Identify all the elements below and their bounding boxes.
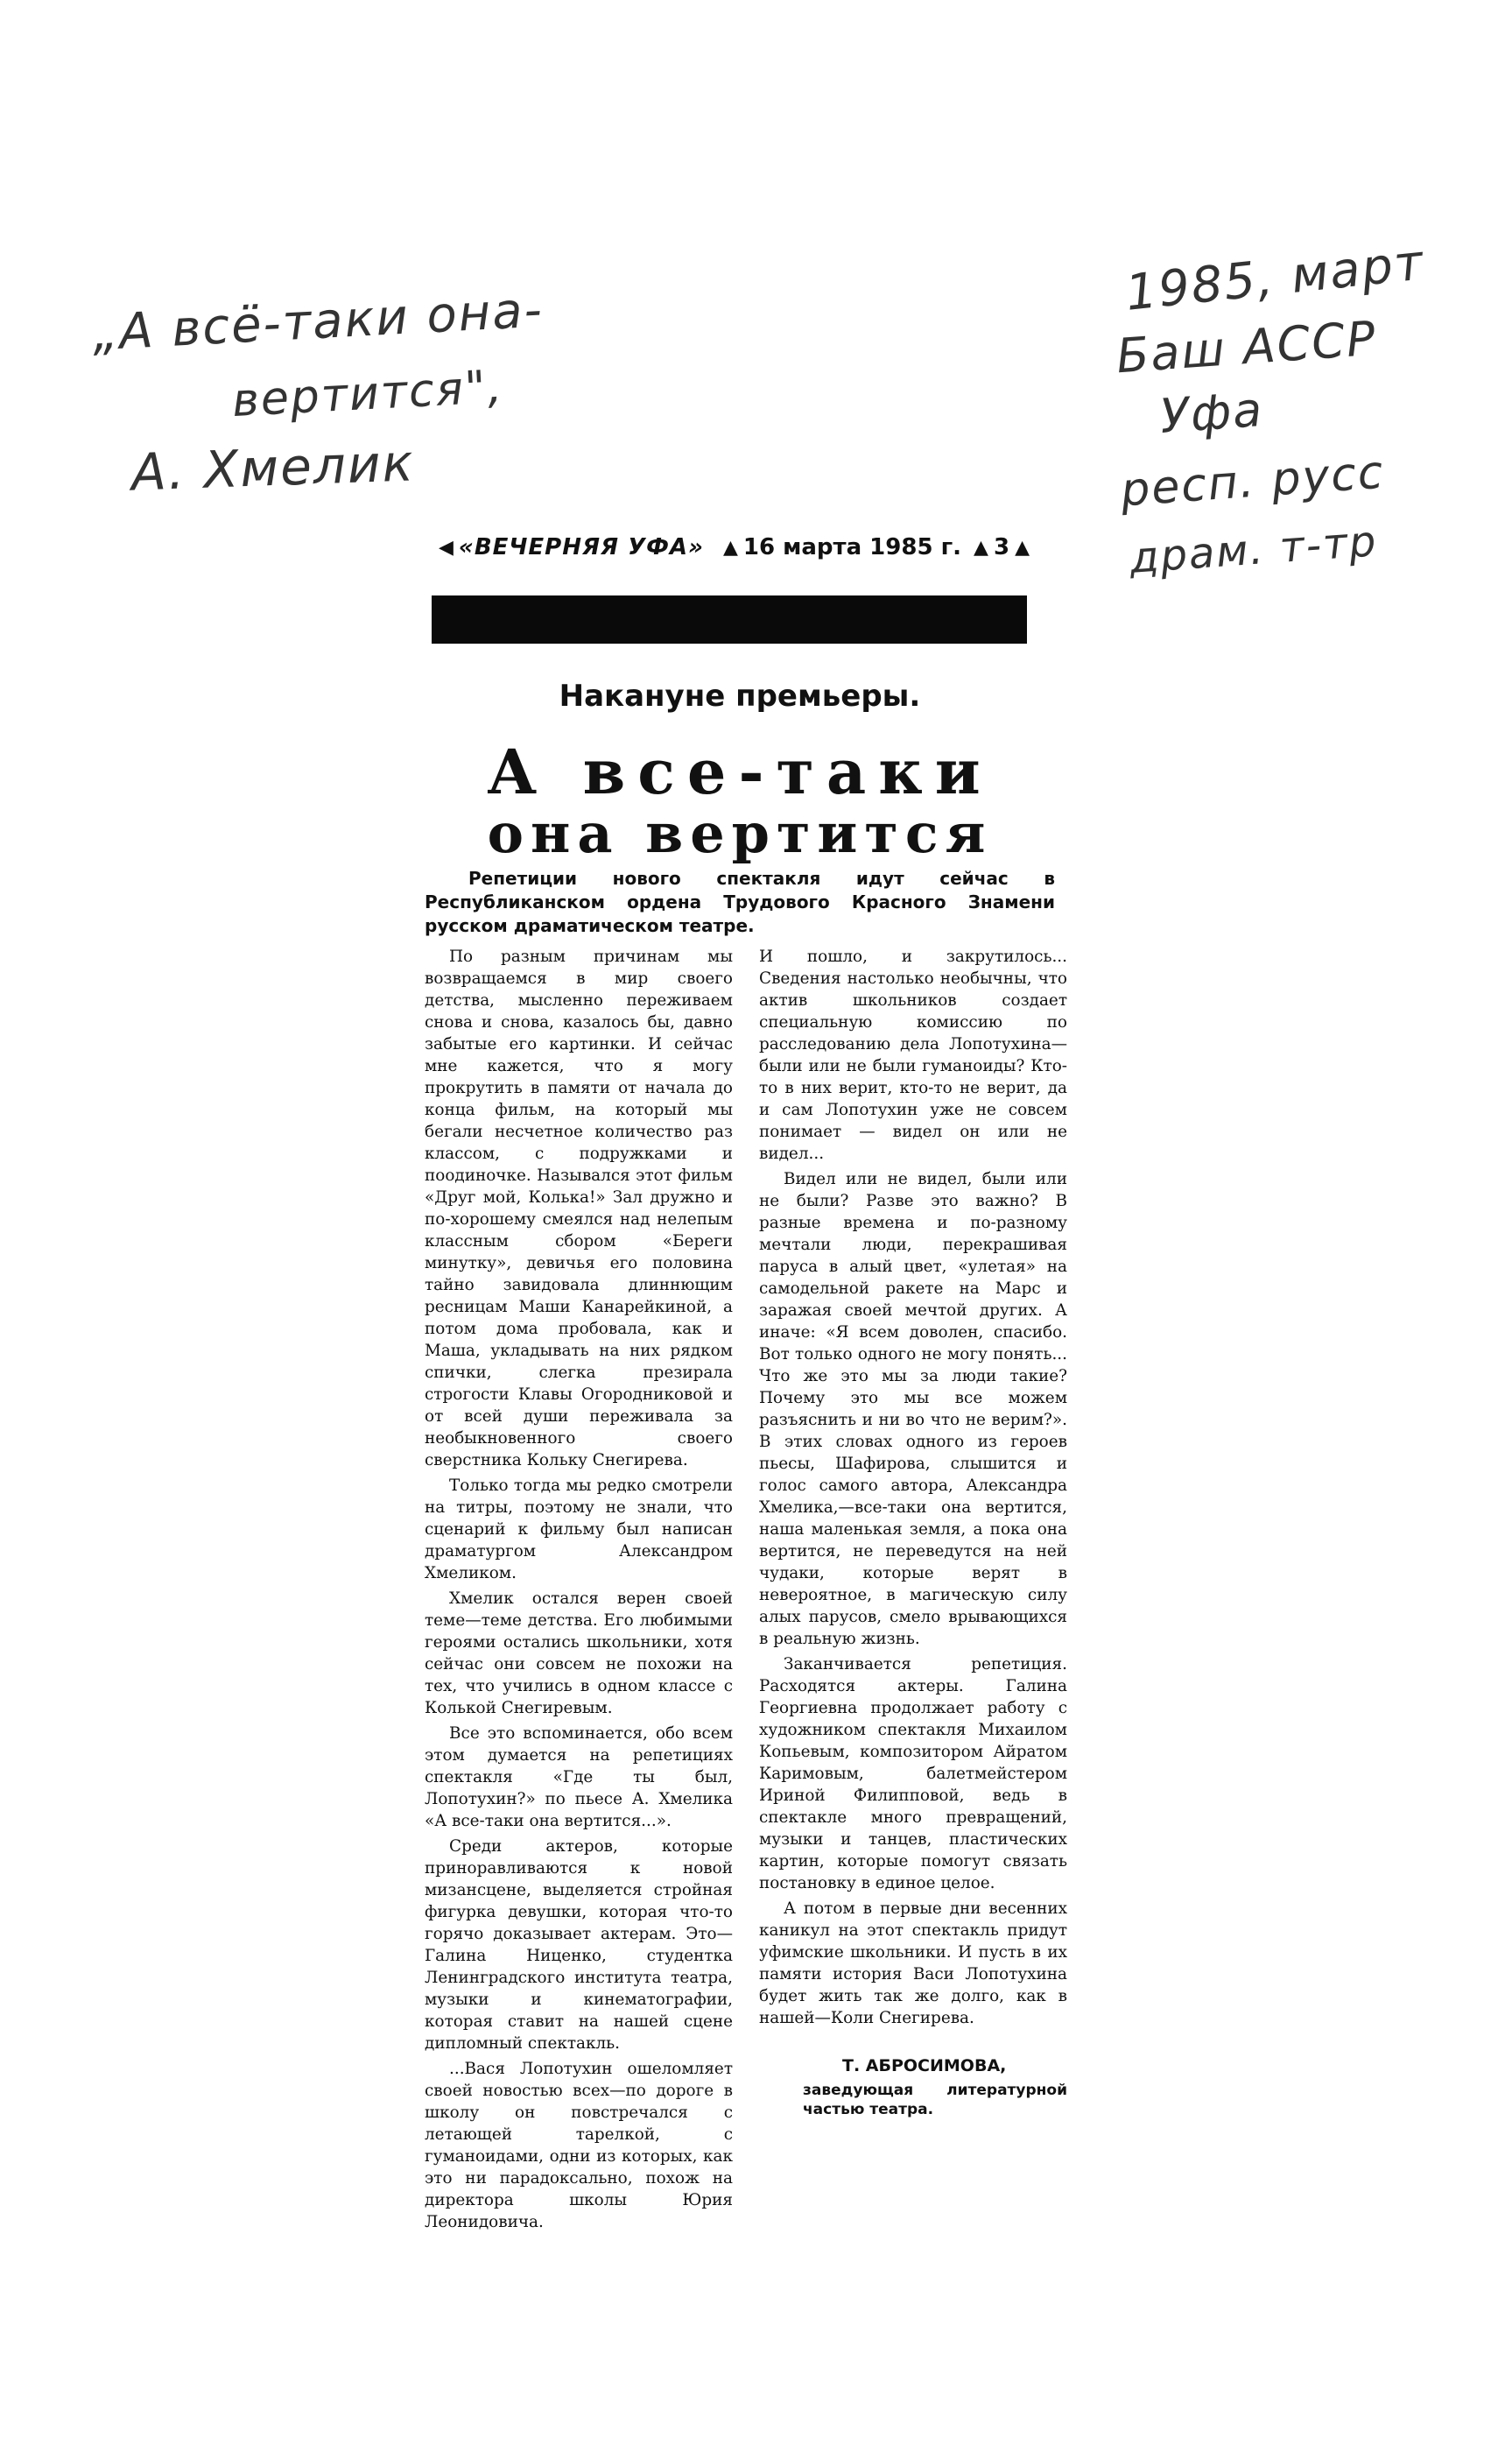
- handwritten-note-date: 1985, март: [1122, 234, 1428, 322]
- paragraph: ...Вася Лопотухин ошеломляет своей новостью всех—по дороге в школу он повстречался с летающей тарелкой, с гуманоидами, одни из которых, как это ни парадоксально, похож на директора школы Юрия Леонидовича.: [425, 2060, 733, 2231]
- paragraph: Все это вспоминается, обо всем этом думается на репетициях спектакля «Где ты был, Лопотухин?» по пьесе А. Хмелика «А все-таки она вертится...».: [425, 1724, 733, 1830]
- triangle-icon: ▲: [722, 536, 738, 559]
- triangle-icon: ◀: [439, 536, 454, 559]
- handwritten-note-city: Уфа: [1157, 381, 1266, 445]
- page-number: 3: [993, 534, 1010, 560]
- paragraph: Среди актеров, которые приноравливаются к новой мизансцене, выделяется стройная фигурка девушки, которая что-то горячо доказывает актерам. Это—Галина Ниценко, студентка Ленинградского института театра, музыки и кинематографии, которая ставит на нашей сцене дипломный спектакль.: [425, 1837, 733, 2053]
- rubric: Накануне премьеры.: [559, 679, 921, 714]
- black-divider-bar: [432, 595, 1027, 644]
- newspaper-name: «ВЕЧЕРНЯЯ УФА»: [458, 534, 704, 560]
- lead-paragraph: Репетиции нового спектакля идут сейчас в Республиканском ордена Трудового Красного Знамени русском драматическом театре.: [425, 868, 1055, 936]
- paragraph: По разным причинам мы возвращаемся в мир своего детства, мысленно переживаем снова и снова, казалось бы, давно забытые его картинки. И сейчас мне кажется, что я могу прокрутить в памяти от начала до конца фильм, на который мы бегали несчетное количество раз классом, с подружками и поодиночке. Назывался этот фильм «Друг мой, Колька!» Зал дружно и по-хорошему смеялся над нелепым классным сбором «Береги минутку», девичья его половина тайно завидовала длиннющим ресницам Маши Канарейкиной, а потом дома пробовала, как и Маша, укладывать на них рядком спички, слегка презирала строгости Клавы Огородниковой и от всей души переживала за необыкновенного своего сверстника Кольку Снегирева.: [425, 948, 733, 1469]
- triangle-icon: ▲: [1015, 536, 1030, 559]
- author-affiliation: заведующая литературной частью театра.: [803, 2082, 1067, 2118]
- handwritten-note-region: Баш АССР: [1115, 310, 1379, 384]
- issue-date: 16 марта 1985 г.: [742, 534, 962, 560]
- paragraph: Заканчивается репетиция. Расходятся актеры. Галина Георгиевна продолжает работу с художником спектакля Михаилом Копьевым, композитором Айратом Каримовым, балетмейстером Ириной Филипповой, ведь в спектакле много превращений, музыки и танцев, пластических картин, которые помогут связать постановку в единое целое.: [759, 1655, 1067, 1892]
- triangle-icon: ▲: [974, 536, 988, 559]
- author-signature: Т. АБРОСИМОВА,: [842, 2056, 1007, 2075]
- handwritten-note-theatre-1: респ. русс: [1119, 446, 1387, 518]
- article-column-left: [425, 946, 733, 2237]
- paragraph: Только тогда мы редко смотрели на титры, поэтому не знали, что сценарий к фильму был написан драматургом Александром Хмеликом.: [425, 1476, 733, 1582]
- paragraph: А потом в первые дни весенних каникул на этот спектакль придут уфимские школьники. И пусть в их памяти история Васи Лопотухина будет жить так же долго, как в нашей—Коли Снегирева.: [759, 1899, 1067, 2027]
- handwritten-note-theatre-2: драм. т-тр: [1128, 517, 1380, 583]
- article-column-right: [759, 946, 1067, 2123]
- paragraph: Видел или не видел, были или не были? Разве это важно? В разные времена и по-разному мечтали люди, перекрашивая паруса в алый цвет, «улетая» на самодельной ракете на Марс и заражая своей мечтой других. А иначе: «Я всем доволен, спасибо. Вот только одного не могу понять... Что же это мы за люди такие? Почему это мы все можем разъяснить и ни во что не верим?». В этих словах одного из героев пьесы, Шафирова, слышится и голос самого автора, Александра Хмелика,—все-таки она вертится, наша маленькая земля, а пока она вертится, не переведутся на ней чудаки, которые верят в невероятное, в магическую силу алых парусов, смело врывающихся в реальную жизнь.: [759, 1170, 1067, 1648]
- newspaper-clipping: [425, 512, 1077, 2229]
- headline-line-1: А все-таки: [487, 736, 993, 808]
- headline-line-2: она вертится: [487, 801, 993, 865]
- handwritten-note-title: „А всё-таки она-: [90, 281, 545, 363]
- masthead: [433, 530, 1064, 565]
- headline: [425, 736, 1055, 865]
- handwritten-note-author: А. Хмелик: [130, 433, 416, 503]
- handwritten-note-title-cont: вертится",: [230, 360, 505, 428]
- paragraph: И пошло, и закрутилось... Сведения настолько необычны, что актив школьников создает специальную комиссию по расследованию дела Лопотухина—были или не были гуманоиды? Кто-то в них верит, кто-то не верит, да и сам Лопотухин уже не совсем понимает — видел он или не видел...: [759, 948, 1067, 1163]
- paragraph: Хмелик остался верен своей теме—теме детства. Его любимыми героями остались школьники, хотя сейчас они совсем не похожи на тех, что учились в одном классе с Колькой Снегиревым.: [425, 1589, 733, 1717]
